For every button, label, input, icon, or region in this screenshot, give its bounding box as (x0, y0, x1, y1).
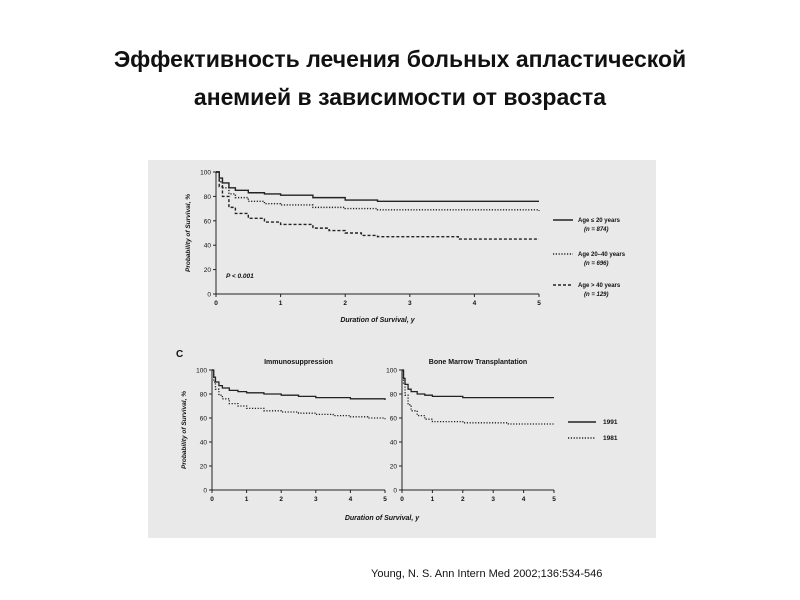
survival-curve-age-20-40-years (216, 172, 539, 211)
slide-title-line-1: Эффективность лечения больных апластической (113, 46, 687, 72)
y-tick-label: 80 (389, 391, 397, 399)
x-tick-label: 4 (521, 496, 526, 503)
y-tick-label: 40 (199, 439, 207, 447)
legend-sample-size: (n = 129) (584, 292, 609, 298)
y-axis-label: Probability of Survival, % (181, 390, 188, 470)
y-tick-label: 0 (207, 291, 211, 299)
y-tick-label: 0 (203, 487, 207, 495)
citation: Young, N. S. Ann Intern Med 2002;136:534-546 (371, 568, 603, 580)
x-tick-label: 4 (472, 300, 477, 307)
y-tick-label: 20 (203, 267, 211, 275)
panel-title: Bone Marrow Transplantation (428, 359, 528, 366)
x-tick-label: 5 (383, 496, 387, 503)
legend-sample-size: (n = 874) (584, 227, 609, 233)
legend-label: Age 20–40 years (578, 252, 626, 258)
survival-figure-svg (148, 160, 656, 538)
x-tick-label: 0 (210, 496, 214, 503)
x-axis-label: Duration of Survival, y (344, 515, 420, 522)
y-tick-label: 100 (200, 169, 211, 177)
panel-title: Immunosuppression (264, 359, 333, 366)
slide-title (40, 40, 760, 116)
x-tick-label: 0 (214, 300, 218, 307)
y-tick-label: 20 (389, 463, 397, 471)
survival-curve-1991 (402, 370, 554, 398)
survival-figure (148, 160, 656, 538)
x-axis-label: Duration of Survival, y (340, 317, 415, 324)
y-tick-label: 100 (386, 367, 397, 375)
panel-label: C (176, 349, 184, 360)
y-axis-label: Probability of Survival, % (185, 193, 192, 273)
x-tick-label: 2 (343, 300, 348, 307)
p-value-annotation: P < 0.001 (226, 273, 254, 280)
y-tick-label: 60 (199, 415, 207, 423)
x-tick-label: 1 (278, 300, 283, 307)
x-tick-label: 0 (400, 496, 404, 503)
x-tick-label: 5 (537, 300, 541, 307)
legend-sample-size: (n = 696) (584, 261, 609, 267)
legend-label: Age ≤ 20 years (578, 218, 620, 224)
y-tick-label: 80 (203, 193, 211, 201)
survival-curve-age-20-years (216, 172, 539, 201)
legend-label: 1981 (603, 435, 618, 442)
y-tick-label: 60 (203, 218, 211, 226)
survival-curve-age-40-years (216, 172, 539, 239)
x-tick-label: 1 (430, 496, 435, 503)
legend-label: 1991 (603, 419, 618, 426)
x-tick-label: 2 (279, 496, 284, 503)
x-tick-label: 3 (313, 496, 318, 503)
x-tick-label: 3 (407, 300, 412, 307)
y-tick-label: 80 (199, 391, 207, 399)
legend-label: Age > 40 years (578, 283, 621, 289)
x-tick-label: 3 (491, 496, 496, 503)
y-tick-label: 100 (196, 367, 207, 375)
y-tick-label: 40 (203, 242, 211, 250)
y-tick-label: 20 (199, 463, 207, 471)
survival-curve-1991 (212, 370, 385, 400)
y-tick-label: 40 (389, 439, 397, 447)
x-tick-label: 4 (348, 496, 353, 503)
x-tick-label: 1 (244, 496, 249, 503)
x-tick-label: 2 (460, 496, 465, 503)
y-tick-label: 60 (389, 415, 397, 423)
x-tick-label: 5 (552, 496, 556, 503)
slide-title-line-2: анемией в зависимости от возраста (193, 84, 607, 110)
y-tick-label: 0 (393, 487, 397, 495)
